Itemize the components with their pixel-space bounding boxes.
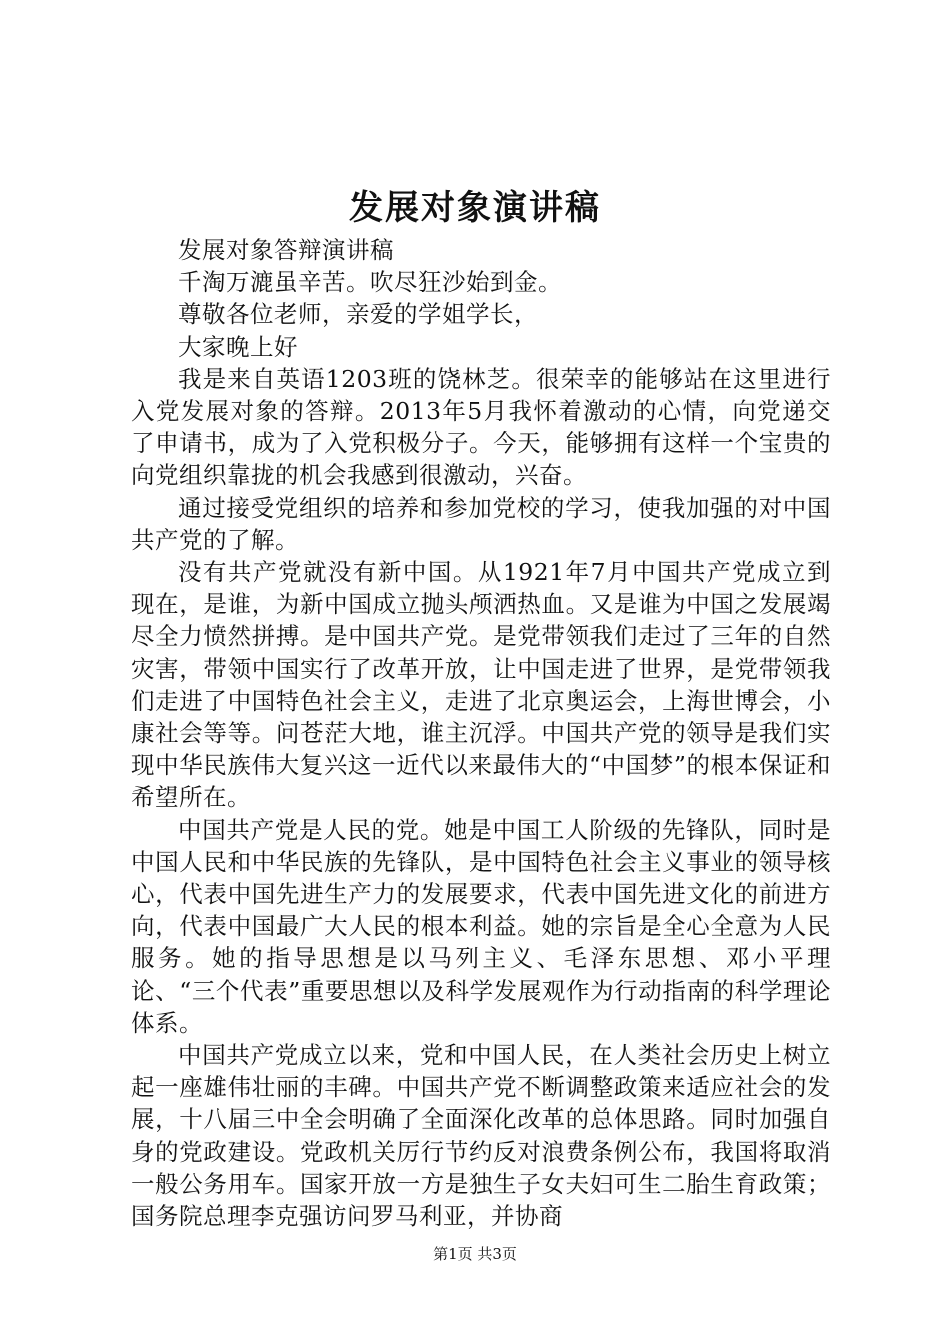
document-title: 发展对象演讲稿 <box>349 188 601 228</box>
page-footer <box>0 1244 950 1264</box>
paragraph: 中国共产党是人民的党。她是中国工人阶级的先锋队，同时是中国人民和中华民族的先锋队，是中国特色社会主义事业的领导核心，代表中国先进生产力的发展要求，代表中国先进文化的前进方向，代表中国最广大人民的根本利益。她的宗旨是全心全意为人民服务。她的指导思想是以马列主义、毛泽东思想、邓小平理论、“三个代表”重要思想以及科学发展观作为行动指南的科学理论体系。 <box>131 815 831 1037</box>
paragraph: 通过接受党组织的培养和参加党校的学习，使我加强的对中国共产党的了解。 <box>131 493 831 554</box>
paragraph: 发展对象答辩演讲稿 <box>178 236 394 264</box>
document-body <box>131 234 831 1232</box>
paragraph: 中国共产党成立以来，党和中国人民，在人类社会历史上树立起一座雄伟壮丽的丰碑。中国共产党不断调整政策来适应社会的发展，十八届三中全会明确了全面深化改革的总体思路。同时加强自身的党政建设。党政机关厉行节约反对浪费条例公布，我国将取消一般公务用车。国家开放一方是独生子女夫妇可生二胎生育政策；国务院总理李克强访问罗马利亚，并协商 <box>131 1041 831 1231</box>
paragraph: 没有共产党就没有新中国。从1921年7月中国共产党成立到现在，是谁，为新中国成立抛头颅洒热血。又是谁为中国之发展竭尽全力愤然拼搏。是中国共产党。是党带领我们走过了三年的自然灾害，带领中国实行了改革开放，让中国走进了世界，是党带领我们走进了中国特色社会主义，走进了北京奥运会，上海世博会，小康社会等等。问苍茫大地，谁主沉浮。中国共产党的领导是我们实现中华民族伟大复兴这一近代以来最伟大的“中国梦”的根本保证和希望所在。 <box>131 558 831 812</box>
page-number-indicator: 第1页 共3页 <box>433 1245 517 1263</box>
paragraph: 大家晚上好 <box>178 332 298 361</box>
paragraph: 千淘万漉虽辛苦。吹尽狂沙始到金。 <box>178 268 562 297</box>
paragraph: 我是来自英语1203班的饶林芝。很荣幸的能够站在这里进行入党发展对象的答辩。2013年5月我怀着激动的心情，向党递交了申请书，成为了入党积极分子。今天，能够拥有这样一个宝贵的向党组织靠拢的机会我感到很激动，兴奋。 <box>131 364 831 490</box>
paragraph: 尊敬各位老师，亲爱的学姐学长， <box>178 300 538 329</box>
